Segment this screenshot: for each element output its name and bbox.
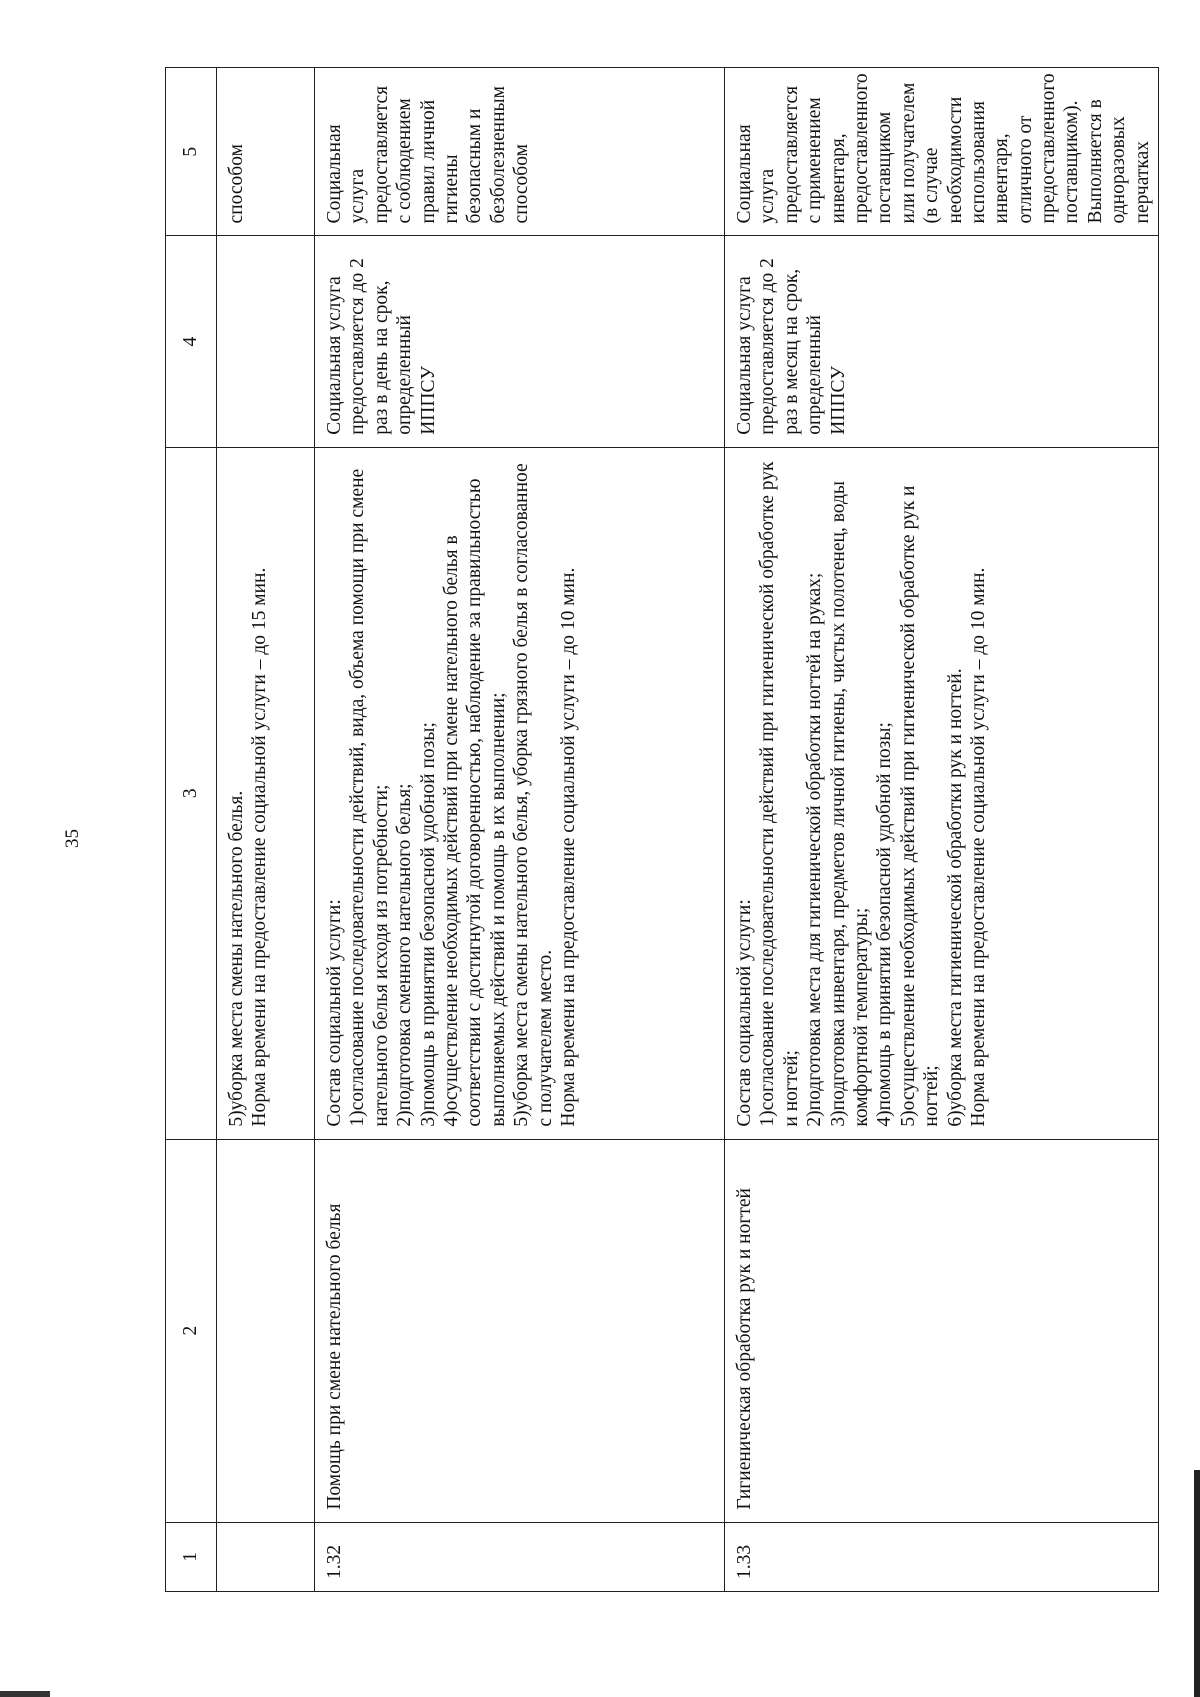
- header-col-4: 4: [166, 236, 217, 447]
- header-col-1: 1: [166, 1522, 217, 1591]
- composition-line: 2)подготовка сменного нательного белья;: [394, 783, 416, 1127]
- table-row: [725, 68, 1159, 1592]
- page-number: 35: [62, 829, 83, 848]
- cell-name: [217, 1139, 315, 1522]
- header-col-3: 3: [166, 447, 217, 1139]
- cell-conditions: Социальная услуга предоставляется с применением инвентаря, предоставленного поставщиком или получателем (в случае необходимости использования инвентаря, отличного от предоставленного поставщиком). Выполняется в одноразовых перчатках: [725, 68, 1159, 236]
- composition-line: 4)осуществление необходимых действий при смене нательного белья в соответствии с достигнутой договоренностью, наблюдение за правильностью выполняемых действий и помощь в их выполнении;: [440, 478, 509, 1127]
- cell-frequency: Социальная услуга предоставляется до 2 раз в месяц на срок, определенный ИППСУ: [725, 236, 1159, 447]
- header-col-2: 2: [166, 1139, 217, 1522]
- header-row: [166, 68, 217, 1592]
- cell-conditions: Социальная услуга предоставляется с соблюдением правил личной гигиены безопасным и безболезненным способом: [315, 68, 725, 236]
- cell-composition: [315, 447, 725, 1139]
- cell-frequency: Социальная услуга предоставляется до 2 раз в день на срок, определенный ИППСУ: [315, 236, 725, 447]
- services-table: [165, 67, 1159, 1592]
- composition-line: 2)подготовка места для гигиенической обработки ногтей на руках;: [804, 572, 826, 1127]
- header-col-5: 5: [166, 68, 217, 236]
- table-row: [217, 68, 315, 1592]
- composition-line: 6)уборка места гигиенической обработки рук и ногтей.: [944, 668, 966, 1127]
- composition-line: Норма времени на предоставление социальной услуги – до 15 мин.: [249, 567, 271, 1127]
- scan-edge-mark: [0, 1691, 50, 1697]
- composition-line: 1)согласование последовательности действий, вида, объема помощи при смене нательного белья исходя из потребности;: [347, 468, 392, 1127]
- composition-line: 4)помощь в принятии безопасной удобной позы;: [874, 722, 896, 1127]
- composition-line: Состав социальной услуги:: [734, 899, 755, 1127]
- cell-composition: [725, 447, 1159, 1139]
- composition-line: 5)уборка места смены нательного белья.: [226, 790, 247, 1127]
- composition-line: Состав социальной услуги:: [324, 899, 345, 1127]
- composition-line: 3)помощь в принятии безопасной удобной позы;: [417, 722, 439, 1127]
- composition-line: Норма времени на предоставление социальной услуги – до 10 мин.: [967, 567, 989, 1127]
- composition-line: Норма времени на предоставление социальной услуги – до 10 мин.: [557, 567, 579, 1127]
- scan-edge-mark: [1194, 1470, 1200, 1697]
- cell-num: 1.32: [315, 1522, 725, 1591]
- rotated-table-container: [165, 67, 1153, 1592]
- cell-num: 1.33: [725, 1522, 1159, 1591]
- cell-frequency: [217, 236, 315, 447]
- cell-name: Гигиеническая обработка рук и ногтей: [725, 1139, 1159, 1522]
- cell-composition: [217, 447, 315, 1139]
- cell-name: Помощь при смене нательного белья: [315, 1139, 725, 1522]
- composition-line: 1)согласование последовательности действий при гигиенической обработке рук и ногтей;: [757, 461, 802, 1127]
- cell-num: [217, 1522, 315, 1591]
- table-row: [315, 68, 725, 1592]
- composition-line: 3)подготовка инвентаря, предметов личной гигиены, чистых полотенец, воды комфортной температуры;: [827, 481, 872, 1127]
- composition-line: 5)уборка места смены нательного белья, уборка грязного белья в согласованное с получателем место.: [511, 463, 556, 1127]
- composition-line: 5)осуществление необходимых действий при гигиенической обработке рук и ногтей;: [897, 485, 943, 1127]
- cell-conditions: способом: [217, 68, 315, 236]
